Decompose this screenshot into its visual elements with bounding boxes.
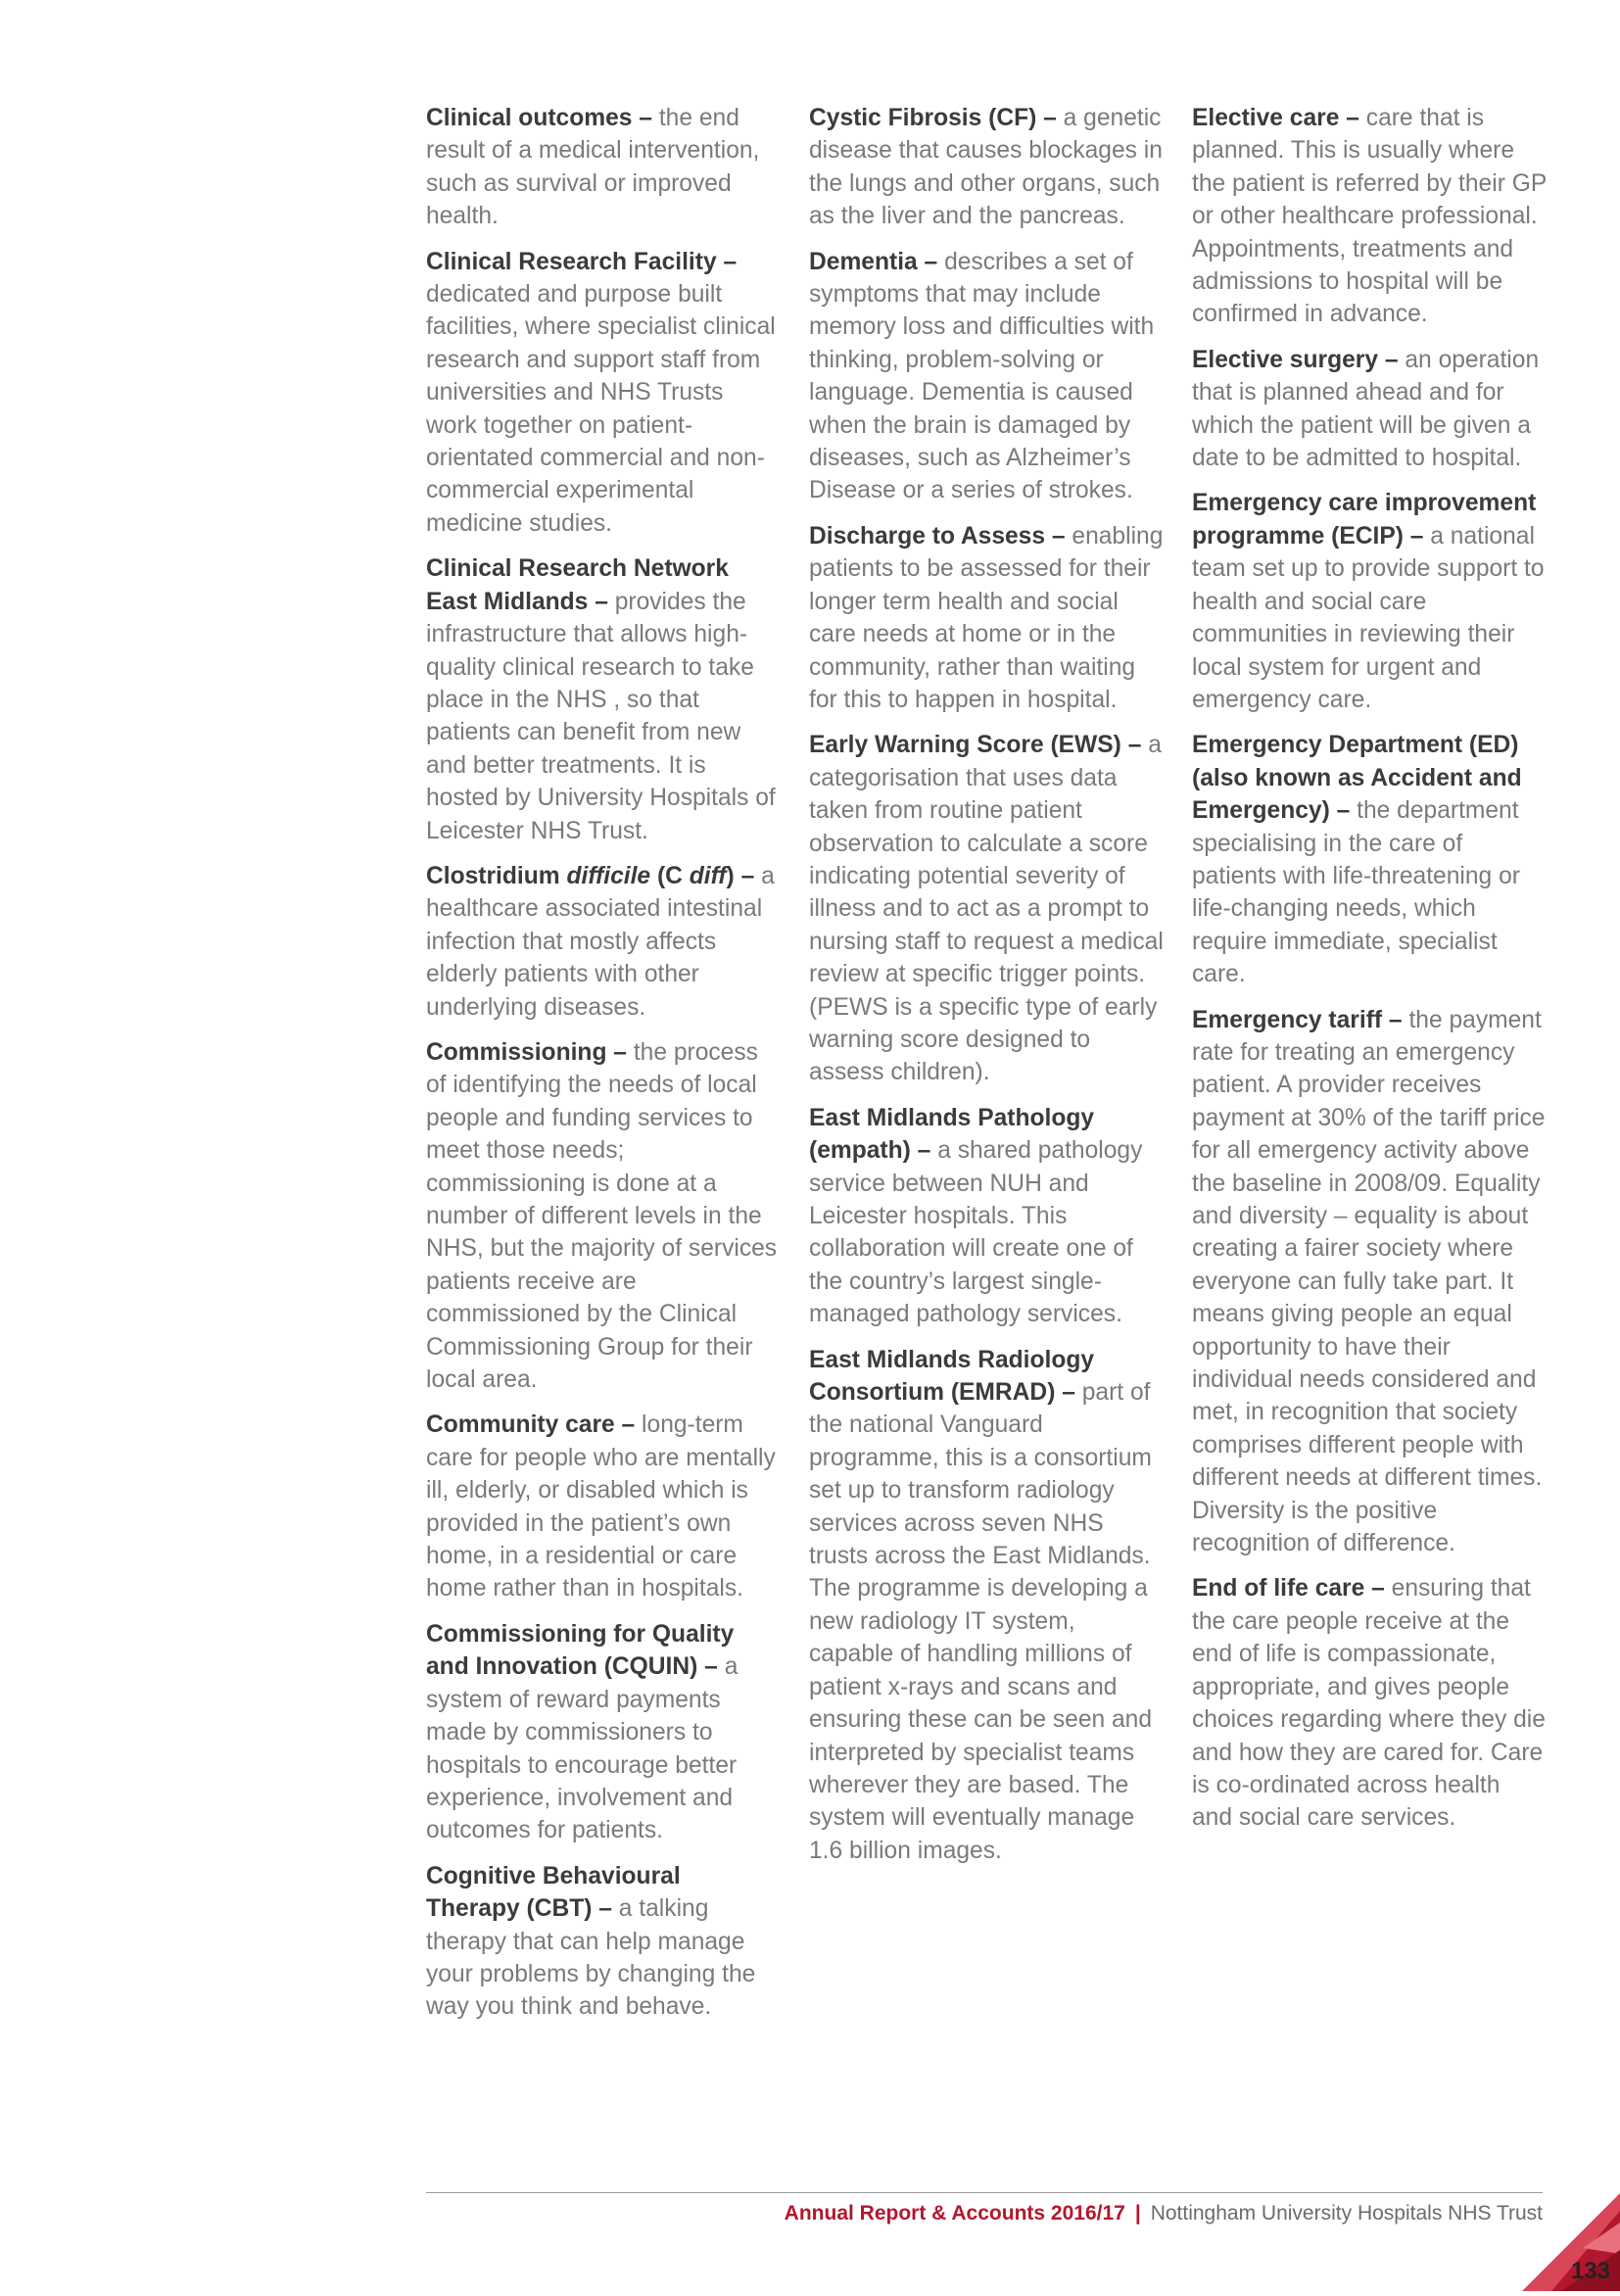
term-dash: – [917, 248, 945, 275]
term-dash: – [697, 1653, 725, 1681]
term-dash: – [716, 248, 738, 275]
term-dash: – [1403, 522, 1431, 550]
term-dash: – [1120, 732, 1149, 759]
glossary-entry [426, 1860, 781, 2024]
glossary-entry [809, 520, 1164, 716]
glossary-term: Emergency care improvement programme (ECIP) [1192, 490, 1537, 550]
report-title: Annual Report & Accounts 2016/17 [784, 2202, 1125, 2224]
term-dash: – [1378, 346, 1406, 373]
glossary-term: Dementia [809, 248, 918, 275]
glossary-definition: a national team set up to provide support to health and social care communities in reviewing their local system for urgent and emergency care. [1192, 522, 1545, 713]
glossary-entry [1192, 344, 1547, 475]
glossary-entry [426, 246, 781, 541]
glossary-term: Commissioning [426, 1038, 607, 1066]
glossary-definition: long-term care for people who are mentally ill, elderly, or disabled which is provided in the patient’s own home, in a residential or care home rather than in hospitals. [426, 1411, 776, 1602]
glossary-term: Elective surgery [1192, 346, 1379, 373]
glossary-term: Emergency tariff [1192, 1006, 1383, 1033]
glossary-definition: dedicated and purpose built facilities, where specialist clinical research and support staff from universities and NHS Trusts work together on patient-orientated commercial and non-commercial experimental medicine studies. [426, 281, 776, 537]
glossary-term: Commissioning for Quality and Innovation (CQUIN) [426, 1620, 735, 1681]
term-dash: – [632, 105, 659, 131]
glossary-definition: a system of reward payments made by commissioners to hospitals to encourage better experience, involvement and outcomes for patients. [426, 1653, 739, 1844]
glossary-entry [809, 102, 1164, 233]
glossary-definition: provides the infrastructure that allows high-quality clinical research to take place in the NHS , so that patients can benefit from new and better treatments. It is hosted by University Hospitals of Leicester NHS Trust. [426, 588, 776, 844]
page-corner-graphic [1522, 2193, 1620, 2291]
glossary-definition: describes a set of symptoms that may include memory loss and difficulties with thinking, problem-solving or language. Dementia is caused when the brain is damaged by diseases, such as Alzheimer’s Disease or a series of strokes. [809, 248, 1155, 504]
glossary-term: East Midlands Pathology (empath) [809, 1104, 1095, 1165]
glossary-term: Elective care [1192, 105, 1340, 131]
glossary-term: Clinical Research Network East Midlands [426, 555, 729, 615]
glossary-term [426, 863, 735, 889]
glossary-definition: care that is planned. This is usually where the patient is referred by their GP or other healthcare professional. Appointments, treatments and admissions to hospital will be confirmed in advance. [1192, 105, 1547, 328]
glossary-definition: enabling patients to be assessed for their longer term health and social care needs at home or in the community, rather than waiting for this to happen in hospital. [809, 522, 1164, 713]
organisation-name: Nottingham University Hospitals NHS Trust [1150, 2202, 1543, 2224]
glossary-term: Emergency Department (ED) (also known as Accident and Emergency) [1192, 732, 1522, 825]
page-footer [785, 2199, 1543, 2228]
glossary-term-part: difficile [566, 862, 651, 889]
glossary-entry [1192, 102, 1547, 331]
glossary-definition: a shared pathology service between NUH and Leicester hospitals. This collaboration will create one of the country’s largest single-managed pathology services. [809, 1137, 1143, 1328]
footer-divider [426, 2192, 1543, 2193]
glossary-term: East Midlands Radiology Consortium (EMRAD) [809, 1346, 1095, 1407]
glossary-term-part: ) [726, 862, 735, 889]
term-dash: – [1036, 105, 1064, 131]
glossary-definition: ensuring that the care people receive at the end of life is compassionate, appropriate, and gives people choices regarding where they die and how they are cared for. Care is co-ordinated across health and social care services. [1192, 1575, 1546, 1832]
glossary-definition: the department specialising in the care of patients with life-threatening or life-changing needs, which require immediate, specialist care. [1192, 797, 1520, 988]
glossary-term: Clinical outcomes [426, 105, 633, 131]
page-number: 133 [1570, 2258, 1610, 2284]
glossary-term: Discharge to Assess [809, 522, 1046, 550]
glossary-definition: a healthcare associated intestinal infection that mostly affects elderly patients with other underlying diseases. [426, 862, 775, 1021]
term-dash: – [1364, 1575, 1392, 1602]
footer-separator: | [1134, 2202, 1141, 2224]
glossary-column-1 [426, 102, 781, 2036]
term-dash: – [1339, 105, 1366, 131]
glossary-definition: a genetic disease that causes blockages in the lungs and other organs, such as the liver and the pancreas. [809, 105, 1163, 230]
glossary-entry [426, 1409, 781, 1604]
glossary-definition: a talking therapy that can help manage your problems by changing the way you think and behave. [426, 1895, 756, 2021]
glossary-entry [426, 1036, 781, 1396]
glossary-entry [1192, 1572, 1547, 1834]
term-dash: – [1045, 522, 1072, 550]
glossary-term: Clinical Research Facility [426, 248, 717, 275]
glossary-term: Community care [426, 1411, 615, 1439]
term-dash: – [734, 862, 762, 889]
glossary-entry [809, 1344, 1164, 1868]
term-dash: – [592, 1895, 619, 1923]
term-dash: – [910, 1137, 938, 1165]
glossary-definition: a categorisation that uses data taken from routine patient observation to calculate a score indicating potential severity of illness and to act as a prompt to nursing staff to request a medical review at specific trigger points. (PEWS is a specific type of early warning score designed to assess children). [809, 732, 1164, 1086]
glossary-entry [1192, 729, 1547, 990]
glossary-entry [809, 246, 1164, 507]
glossary-definition: the process of identifying the needs of local people and funding services to meet those needs; commissioning is done at a number of different levels in the NHS, but the majority of services patients receive are commissioned by the Clinical Commissioning Group for their local area. [426, 1038, 778, 1394]
glossary-entry [1192, 487, 1547, 716]
term-dash: – [588, 588, 615, 615]
glossary-term: Cognitive Behavioural Therapy (CBT) [426, 1862, 681, 1923]
term-dash: – [1382, 1006, 1409, 1033]
term-dash: – [1329, 797, 1358, 825]
glossary-term: Early Warning Score (EWS) [809, 732, 1121, 759]
glossary-definition: an operation that is planned ahead and for which the patient will be given a date to be admitted to hospital. [1192, 346, 1540, 472]
glossary-entry [1192, 1004, 1547, 1560]
glossary-definition: the payment rate for treating an emergency patient. A provider receives payment at 30% of the tariff price for all emergency activity above the baseline in 2008/09. Equality and diversity – equality is about creating a fairer society where everyone can fully take part. It means giving people an equal opportunity to have their individual needs considered and met, in recognition that society comprises different people with different needs at different times. Diversity is the positive recognition of difference. [1192, 1006, 1546, 1557]
term-dash: – [606, 1038, 634, 1066]
glossary-entry [426, 552, 781, 847]
glossary-term: Cystic Fibrosis (CF) [809, 105, 1037, 131]
glossary-entry [809, 729, 1164, 1088]
glossary-entry [426, 102, 781, 233]
glossary-column-3 [1192, 102, 1547, 1847]
glossary-column-2 [809, 102, 1164, 1880]
term-dash: – [1055, 1379, 1082, 1407]
glossary-definition: the end result of a medical intervention, such as survival or improved health. [426, 105, 760, 230]
glossary-term-part: diff [689, 862, 727, 889]
glossary-entry [809, 1102, 1164, 1331]
glossary-term-part: (C [650, 862, 690, 889]
glossary-entry [426, 1618, 781, 1847]
glossary-term: End of life care [1192, 1575, 1365, 1602]
glossary-term-part: Clostridium [426, 862, 567, 889]
glossary-entry [426, 860, 781, 1024]
glossary-definition: part of the national Vanguard programme, this is a consortium set up to transform radiology services across seven NHS trusts across the East Midlands. The programme is developing a new radiology IT system, capable of handling millions of patient x-rays and scans and ensuring these can be seen and interpreted by specialist teams wherever they are based. The system will eventually manage 1.6 billion images. [809, 1379, 1153, 1864]
term-dash: – [614, 1411, 643, 1439]
